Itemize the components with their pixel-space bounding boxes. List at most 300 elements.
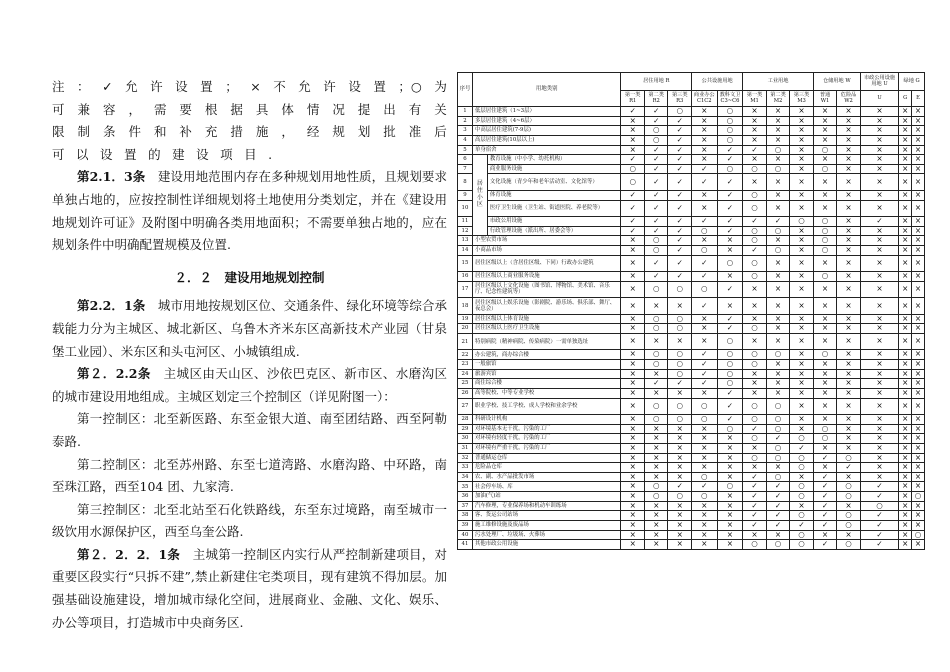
- compat-cell: ×: [912, 415, 925, 425]
- compat-cell: ○: [644, 126, 668, 136]
- table-row: [458, 272, 925, 282]
- note-char: 件: [128, 124, 141, 140]
- row-name: 居住区级以上（含居住区级、下同）行政办公建筑: [472, 255, 621, 272]
- compat-cell: ×: [717, 236, 743, 246]
- compat-cell: ✓: [766, 511, 790, 521]
- compat-cell: ×: [691, 434, 717, 444]
- compat-cell: ×: [691, 463, 717, 473]
- control-zone-3: 第三控制区：北至北站至石化铁路线，东至东过境路，南至城市一级饮用水源保护区，西至乌奎公路.: [52, 501, 447, 540]
- compat-cell: ×: [813, 360, 837, 370]
- row-number: 37: [458, 501, 473, 511]
- note-char: ✓: [102, 79, 113, 94]
- table-row: [458, 236, 925, 246]
- compat-cell: ×: [899, 116, 912, 126]
- compat-cell: ○: [743, 164, 767, 174]
- compat-cell: ×: [790, 116, 814, 126]
- compat-cell: ○: [668, 281, 692, 298]
- compat-cell: ×: [691, 501, 717, 511]
- compat-cell: ×: [621, 126, 645, 136]
- compat-cell: ×: [899, 501, 912, 511]
- compat-cell: ×: [717, 434, 743, 444]
- header-group: 工业用地: [743, 73, 814, 91]
- compat-cell: ×: [912, 107, 925, 117]
- compat-cell: ✓: [621, 200, 645, 217]
- table-row: [458, 492, 925, 502]
- compat-cell: ×: [743, 174, 767, 191]
- compat-cell: ×: [743, 530, 767, 540]
- table-row: [458, 314, 925, 324]
- compat-cell: ○: [743, 350, 767, 360]
- compat-cell: ×: [668, 443, 692, 453]
- compat-cell: ✓: [813, 540, 837, 550]
- compat-cell: ×: [766, 379, 790, 389]
- compat-cell: ×: [668, 511, 692, 521]
- row-name: 办公建筑，商办综合楼: [472, 350, 621, 360]
- compat-cell: ×: [717, 511, 743, 521]
- row-name: 居住区级以上商业服务设施: [472, 272, 621, 282]
- compat-cell: ✓: [790, 520, 814, 530]
- compat-cell: ×: [899, 272, 912, 282]
- compat-cell: ✓: [766, 520, 790, 530]
- compat-cell: ✓: [644, 200, 668, 217]
- compat-cell: ✓: [717, 398, 743, 415]
- note-char: 条: [102, 124, 116, 140]
- header-subcol: 第二类 R2: [644, 91, 668, 107]
- compat-cell: ✓: [860, 492, 898, 502]
- header-category: 用地类别: [472, 73, 621, 107]
- compat-cell: ○: [766, 540, 790, 550]
- table-row: [458, 145, 925, 155]
- compat-cell: ○: [717, 126, 743, 136]
- note-char: 充: [204, 124, 218, 140]
- table-row: [458, 190, 925, 200]
- header-group: 居住用地 R: [621, 73, 692, 91]
- compat-cell: ✓: [668, 155, 692, 165]
- note-char: 有: [408, 101, 422, 117]
- table-row: [458, 226, 925, 236]
- compat-cell: ×: [837, 415, 861, 425]
- note-char: ，: [281, 124, 294, 140]
- compat-cell: ✓: [621, 226, 645, 236]
- compat-cell: ×: [790, 174, 814, 191]
- compat-cell: ○: [790, 530, 814, 540]
- compat-cell: ×: [668, 501, 692, 511]
- compat-cell: ×: [790, 281, 814, 298]
- row-name: 客、货运公司站场: [472, 511, 621, 521]
- compat-cell: ○: [668, 415, 692, 425]
- compat-cell: ○: [860, 501, 898, 511]
- compat-cell: ○: [912, 530, 925, 540]
- compat-cell: ○: [668, 369, 692, 379]
- compat-cell: ×: [691, 126, 717, 136]
- compat-cell: ×: [837, 272, 861, 282]
- compat-cell: ×: [790, 145, 814, 155]
- compat-cell: ×: [790, 272, 814, 282]
- compat-cell: ×: [813, 369, 837, 379]
- compat-cell: ×: [899, 379, 912, 389]
- compat-cell: ×: [912, 236, 925, 246]
- note-char: 以: [76, 146, 89, 162]
- note-char: 可: [52, 146, 65, 162]
- note-char: 情: [306, 101, 320, 117]
- compat-cell: ×: [899, 314, 912, 324]
- row-name: 普通储运仓库: [472, 453, 621, 463]
- compat-cell: ×: [899, 217, 912, 227]
- compat-cell: ×: [899, 472, 912, 482]
- note-char: 限: [52, 124, 65, 140]
- compat-cell: ×: [837, 434, 861, 444]
- compat-cell: ×: [899, 482, 912, 492]
- row-number: 2: [458, 116, 473, 126]
- compat-cell: ○: [644, 245, 668, 255]
- table-row: [458, 388, 925, 398]
- row-number: 16: [458, 272, 473, 282]
- compat-cell: ○: [766, 226, 790, 236]
- note-char: 置: [373, 79, 386, 94]
- table-row: [458, 482, 925, 492]
- compat-cell: ×: [790, 333, 814, 350]
- compat-cell: ×: [790, 324, 814, 334]
- header-subcol: 第三类 M3: [790, 91, 814, 107]
- compat-cell: ×: [860, 281, 898, 298]
- note-char: ：: [77, 79, 90, 94]
- compat-cell: ×: [813, 190, 837, 200]
- compat-cell: ✓: [717, 388, 743, 398]
- note-char: 体: [281, 101, 294, 117]
- compat-cell: ✓: [717, 217, 743, 227]
- compat-cell: ✓: [743, 511, 767, 521]
- compat-cell: ×: [912, 443, 925, 453]
- compat-cell: ×: [813, 281, 837, 298]
- compat-cell: ✓: [766, 492, 790, 502]
- compat-cell: ×: [621, 482, 645, 492]
- note-char: 的: [148, 146, 161, 162]
- table-row: [458, 472, 925, 482]
- compat-cell: ×: [899, 200, 912, 217]
- compat-cell: ✓: [644, 190, 668, 200]
- compat-cell: ×: [743, 379, 767, 389]
- compat-cell: ✓: [717, 314, 743, 324]
- compat-cell: ○: [743, 236, 767, 246]
- compat-cell: ×: [668, 540, 692, 550]
- row-name: 加油(气)站: [472, 492, 621, 502]
- compat-cell: ✓: [691, 255, 717, 272]
- compat-cell: ○: [717, 379, 743, 389]
- compat-cell: ○: [766, 245, 790, 255]
- compat-cell: ✓: [743, 482, 767, 492]
- compat-cell: ✓: [860, 511, 898, 521]
- article-text: 主城区由天山区、沙依巴克区、新市区、水磨沟区的城市建设用地组成。主城区划定三个控制区（详见附图一）：: [52, 366, 447, 404]
- compat-cell: ×: [644, 333, 668, 350]
- compat-cell: ×: [766, 255, 790, 272]
- compat-cell: ○: [717, 350, 743, 360]
- row-number: 14: [458, 245, 473, 255]
- compat-cell: ×: [621, 135, 645, 145]
- compat-cell: ○: [766, 145, 790, 155]
- compat-cell: ×: [912, 116, 925, 126]
- compat-cell: ×: [621, 369, 645, 379]
- compat-cell: ×: [766, 174, 790, 191]
- compat-cell: ×: [790, 314, 814, 324]
- compat-cell: ○: [813, 226, 837, 236]
- compat-cell: ×: [790, 350, 814, 360]
- compat-cell: ×: [813, 388, 837, 398]
- row-number: 12: [458, 226, 473, 236]
- compat-cell: ✓: [668, 255, 692, 272]
- compat-cell: ×: [899, 415, 912, 425]
- compat-cell: ○: [837, 520, 861, 530]
- compat-cell: ×: [621, 236, 645, 246]
- compat-cell: ×: [766, 388, 790, 398]
- compat-cell: ○: [790, 434, 814, 444]
- compat-cell: ×: [899, 492, 912, 502]
- compat-cell: ○: [717, 424, 743, 434]
- compat-cell: ✓: [813, 492, 837, 502]
- compat-cell: ○: [717, 369, 743, 379]
- compat-cell: ×: [837, 388, 861, 398]
- compat-cell: ○: [743, 200, 767, 217]
- compat-cell: ×: [717, 298, 743, 315]
- compat-cell: ○: [717, 360, 743, 370]
- compat-cell: ×: [912, 272, 925, 282]
- compat-cell: ×: [668, 298, 692, 315]
- compat-cell: ○: [668, 360, 692, 370]
- compat-cell: ×: [790, 245, 814, 255]
- compat-cell: ×: [860, 164, 898, 174]
- compat-cell: ×: [790, 236, 814, 246]
- row-name: 社会停车场、库: [472, 482, 621, 492]
- row-number: 19: [458, 314, 473, 324]
- compat-cell: ×: [860, 324, 898, 334]
- row-name: 行政管理设施（派出所、居委会等）: [487, 226, 621, 236]
- row-name: 一般旅馆: [472, 360, 621, 370]
- row-number: 18: [458, 298, 473, 315]
- compat-cell: ×: [644, 298, 668, 315]
- compat-cell: ○: [717, 482, 743, 492]
- compat-cell: ×: [860, 434, 898, 444]
- header-subcol: U: [860, 91, 898, 107]
- compat-cell: ×: [912, 540, 925, 550]
- row-name: 中高层居住建筑(7-9层): [472, 126, 621, 136]
- compat-cell: ×: [668, 453, 692, 463]
- land-use-compatibility-table: [457, 72, 925, 550]
- compat-cell: ✓: [668, 217, 692, 227]
- compat-cell: ○: [691, 281, 717, 298]
- compat-cell: ×: [621, 511, 645, 521]
- compat-cell: ○: [790, 453, 814, 463]
- compat-cell: ✓: [668, 126, 692, 136]
- compat-cell: ○: [766, 453, 790, 463]
- compat-cell: ✓: [743, 145, 767, 155]
- compat-cell: ×: [899, 388, 912, 398]
- compat-cell: ×: [743, 116, 767, 126]
- compat-cell: ×: [790, 255, 814, 272]
- compat-cell: ○: [691, 245, 717, 255]
- compat-cell: ○: [813, 236, 837, 246]
- compat-cell: ×: [912, 255, 925, 272]
- compat-cell: ×: [766, 333, 790, 350]
- article-text: 建设用地范围内存在多种规划用地性质，且规划要求单独占地的，应按控制性详细规划将土地使用分类划定，并在《建设用地规划许可证》及附图中明确各类用地面积；不需要单独占地的，应在规划条件中明确配置规模及位置.: [52, 169, 447, 253]
- article-label: 第２．2．2．1条: [77, 546, 181, 562]
- compat-cell: ×: [790, 415, 814, 425]
- note-char: 设: [196, 146, 209, 162]
- compat-cell: ×: [912, 434, 925, 444]
- compat-cell: ×: [860, 255, 898, 272]
- compat-cell: ×: [691, 190, 717, 200]
- table-row: [458, 415, 925, 425]
- article-2-2-2-1: [52, 544, 447, 634]
- compat-cell: ×: [790, 501, 814, 511]
- note-char: 不: [273, 79, 286, 94]
- table-row: [458, 520, 925, 530]
- compat-cell: ×: [899, 174, 912, 191]
- compat-cell: ×: [621, 501, 645, 511]
- compat-cell: ×: [860, 453, 898, 463]
- compat-cell: ×: [813, 333, 837, 350]
- compat-cell: ×: [621, 398, 645, 415]
- compat-cell: ✓: [644, 217, 668, 227]
- compat-cell: ×: [790, 369, 814, 379]
- compat-cell: ×: [691, 453, 717, 463]
- compat-cell: ×: [837, 107, 861, 117]
- compat-cell: ×: [860, 350, 898, 360]
- compat-cell: ○: [766, 443, 790, 453]
- compat-cell: ×: [644, 453, 668, 463]
- header-subcol: 第三类 R3: [668, 91, 692, 107]
- row-number: 27: [458, 398, 473, 415]
- compat-cell: ✓: [790, 443, 814, 453]
- compat-cell: ×: [691, 135, 717, 145]
- compat-cell: ×: [837, 333, 861, 350]
- compat-cell: ×: [813, 107, 837, 117]
- compat-cell: ✓: [691, 217, 717, 227]
- compat-cell: ×: [644, 501, 668, 511]
- compat-cell: ×: [837, 530, 861, 540]
- compat-cell: ×: [813, 174, 837, 191]
- compat-cell: ×: [766, 116, 790, 126]
- compat-cell: ×: [790, 155, 814, 165]
- compat-cell: ×: [899, 453, 912, 463]
- compat-cell: ✓: [691, 360, 717, 370]
- compat-cell: ×: [790, 200, 814, 217]
- compat-cell: ×: [860, 200, 898, 217]
- row-number: 31: [458, 443, 473, 453]
- row-number: 3: [458, 126, 473, 136]
- header-group: 公共设施用地: [691, 73, 742, 91]
- compat-cell: ×: [899, 281, 912, 298]
- compat-cell: ×: [813, 415, 837, 425]
- compat-cell: ×: [743, 135, 767, 145]
- compat-cell: ×: [860, 190, 898, 200]
- compat-cell: ○: [743, 360, 767, 370]
- compat-cell: ✓: [668, 482, 692, 492]
- compat-cell: ○: [743, 324, 767, 334]
- compat-cell: ×: [912, 135, 925, 145]
- compat-cell: ✓: [621, 190, 645, 200]
- row-number: 35: [458, 482, 473, 492]
- compat-cell: ×: [621, 145, 645, 155]
- compat-cell: ×: [912, 520, 925, 530]
- compat-cell: ×: [837, 126, 861, 136]
- compat-cell: ×: [837, 116, 861, 126]
- compat-cell: ×: [837, 190, 861, 200]
- compat-cell: ○: [717, 135, 743, 145]
- compat-cell: ×: [621, 453, 645, 463]
- compat-cell: ○: [668, 492, 692, 502]
- compat-cell: ×: [912, 424, 925, 434]
- compat-cell: ×: [621, 415, 645, 425]
- compat-cell: ○: [837, 540, 861, 550]
- compat-cell: ○: [837, 492, 861, 502]
- compat-cell: ×: [899, 511, 912, 521]
- compat-cell: ×: [691, 540, 717, 550]
- compat-cell: ○: [790, 540, 814, 550]
- compat-cell: ○: [644, 482, 668, 492]
- compat-cell: ✓: [743, 501, 767, 511]
- note-line: [52, 121, 447, 144]
- article-text: 城市用地按规划区位、交通条件、绿化环境等综合承载能力分为主城区、城北新区、乌鲁木齐米东区高新技术产业园（甘泉堡工业园）、米东区和头屯河区、小城镇组成.: [52, 298, 447, 359]
- compat-cell: ×: [912, 245, 925, 255]
- table-row: [458, 164, 925, 174]
- compat-cell: ×: [691, 324, 717, 334]
- row-name: 单身宿舍: [472, 145, 621, 155]
- compat-cell: ×: [899, 107, 912, 117]
- compat-cell: ✓: [717, 415, 743, 425]
- compat-cell: ×: [766, 236, 790, 246]
- compat-cell: ×: [644, 434, 668, 444]
- compat-cell: ×: [837, 379, 861, 389]
- row-number: 15: [458, 255, 473, 272]
- compat-cell: ×: [899, 164, 912, 174]
- article-text: 主城第一控制区内实行从严控制新建项目，对重要区段实行“只拆不建”,禁止新建住宅类项目，现有建筑不得加层。加强基础设施建设，增加城市绿化空间，进展商业、金融、文化、娱乐、办公等项目，打造城市中央商务区.: [52, 546, 447, 630]
- compat-cell: ×: [837, 443, 861, 453]
- compat-cell: ✓: [717, 190, 743, 200]
- compat-cell: ✓: [743, 245, 767, 255]
- compat-cell: ×: [813, 324, 837, 334]
- compat-cell: ×: [860, 333, 898, 350]
- compat-cell: ×: [837, 200, 861, 217]
- compat-cell: ○: [813, 424, 837, 434]
- note-char: 许: [323, 79, 336, 94]
- compat-cell: ×: [912, 126, 925, 136]
- compat-cell: ×: [717, 443, 743, 453]
- compat-cell: ×: [743, 333, 767, 350]
- compat-cell: ×: [668, 520, 692, 530]
- compat-cell: ×: [912, 164, 925, 174]
- compat-cell: ×: [621, 324, 645, 334]
- compat-cell: ×: [766, 190, 790, 200]
- compat-cell: ×: [621, 492, 645, 502]
- compat-cell: ×: [621, 350, 645, 360]
- compat-cell: ✓: [691, 174, 717, 191]
- compat-cell: ○: [743, 415, 767, 425]
- compat-cell: ×: [899, 324, 912, 334]
- compat-cell: ×: [837, 314, 861, 324]
- row-name: 对环境基本无干扰，污染的工厂: [472, 424, 621, 434]
- compat-cell: ×: [790, 164, 814, 174]
- note-char: 容: [102, 101, 116, 117]
- compat-cell: ○: [743, 398, 767, 415]
- compat-cell: ×: [837, 281, 861, 298]
- compat-cell: ✓: [668, 200, 692, 217]
- compat-cell: ×: [837, 472, 861, 482]
- compat-cell: ×: [860, 415, 898, 425]
- table-row: [458, 501, 925, 511]
- compat-cell: ×: [813, 379, 837, 389]
- row-name: 体育设施: [487, 190, 621, 200]
- table-row: [458, 424, 925, 434]
- row-number: 26: [458, 388, 473, 398]
